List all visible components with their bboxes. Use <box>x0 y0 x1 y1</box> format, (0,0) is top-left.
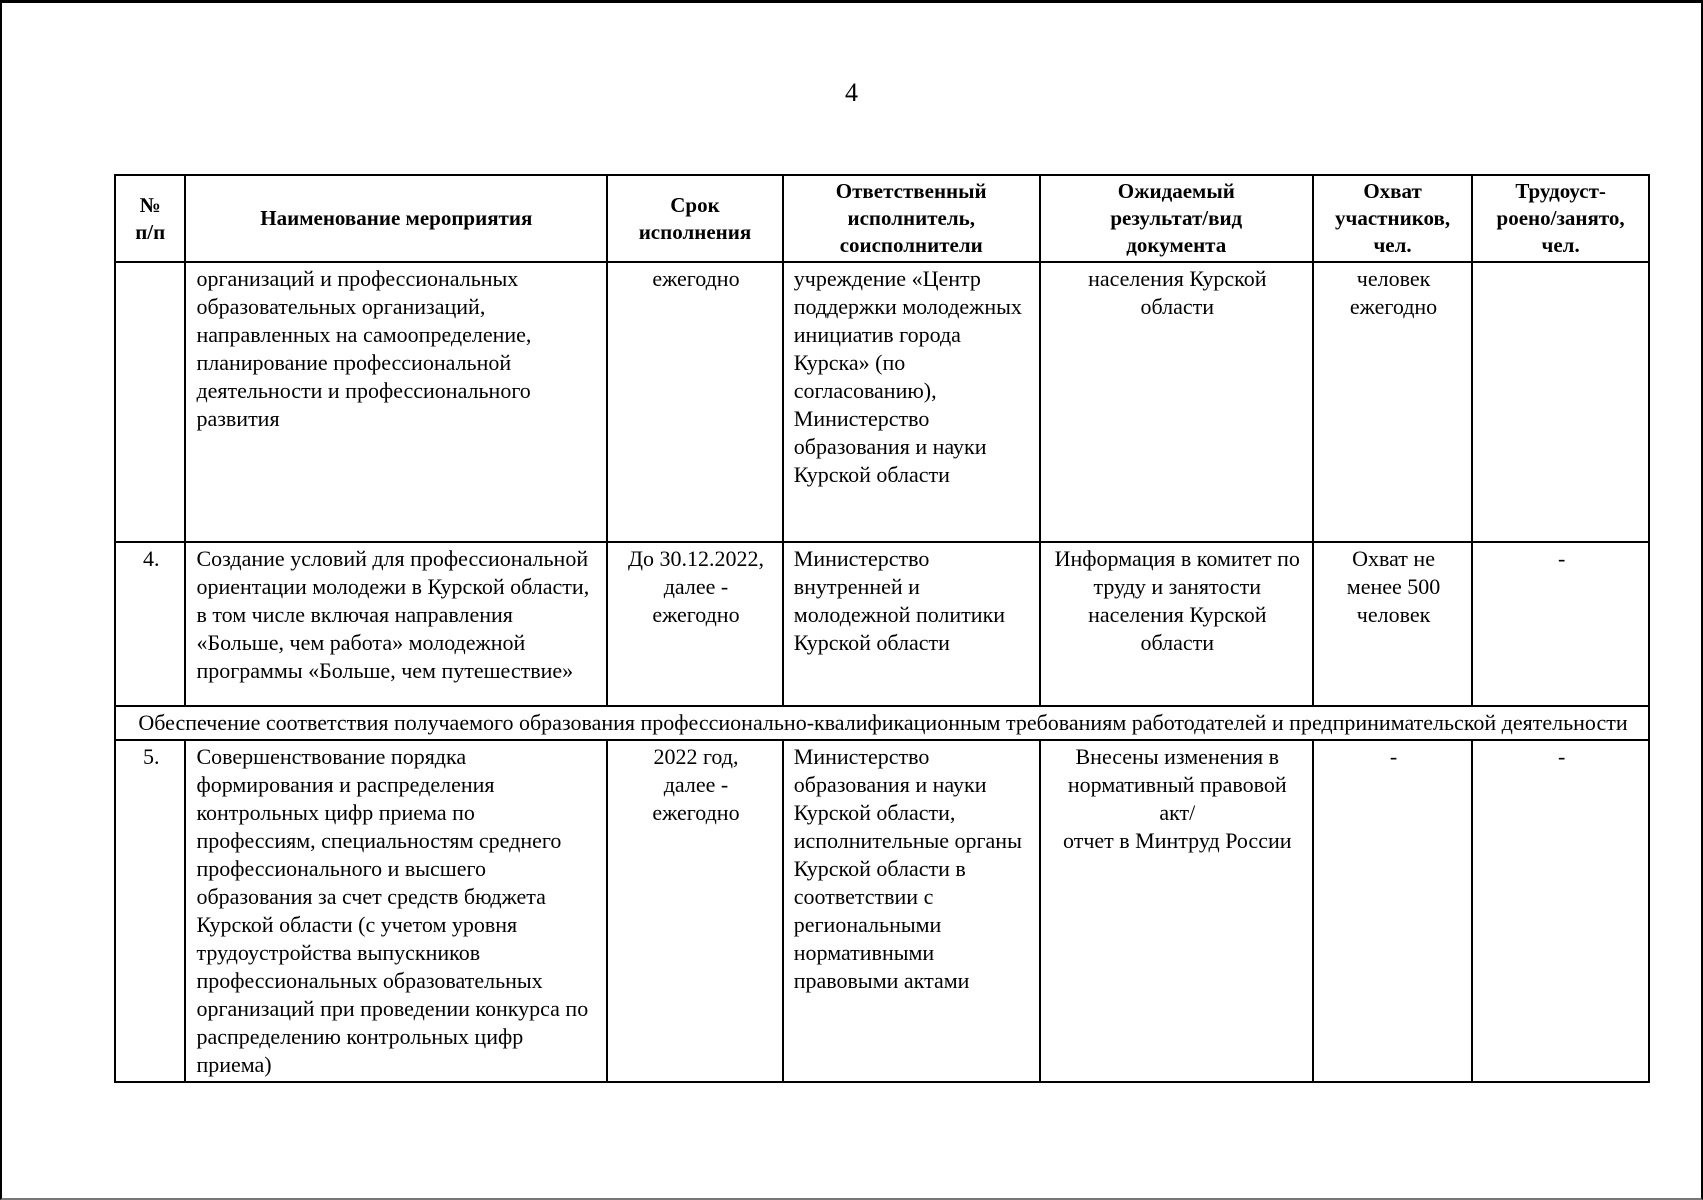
row-employed: - <box>1472 740 1649 1082</box>
header-number: № п/п <box>115 175 185 262</box>
header-coverage: Охват участников, чел. <box>1313 175 1472 262</box>
table-row <box>115 542 1649 706</box>
row-activity-name: организаций и профессиональных образовательных организаций, направленных на самоопределение, планирование профессиональной деятельности и профессионального развития <box>185 262 607 542</box>
row-responsible: Министерство внутренней и молодежной политики Курской области <box>783 542 1040 706</box>
header-responsible: Ответственный исполнитель, соисполнители <box>783 175 1040 262</box>
row-coverage: Охват не менее 500 человек <box>1313 542 1472 706</box>
row-employed: - <box>1472 542 1649 706</box>
row-expected-result: населения Курской области <box>1040 262 1313 542</box>
row-deadline: До 30.12.2022, далее - ежегодно <box>607 542 783 706</box>
section-heading-row <box>115 706 1649 740</box>
row-activity-name: Создание условий для профессиональной ориентации молодежи в Курской области, в том числе включая направления «Больше, чем работа» молодежной программы «Больше, чем путешествие» <box>185 542 607 706</box>
row-responsible: Министерство образования и науки Курской области, исполнительные органы Курской области в соответствии с региональными нормативными правовыми актами <box>783 740 1040 1082</box>
header-activity-name: Наименование мероприятия <box>185 175 607 262</box>
row-number: 5. <box>115 740 185 1082</box>
row-responsible: учреждение «Центр поддержки молодежных инициатив города Курска» (по согласованию), Министерство образования и науки Курской области <box>783 262 1040 542</box>
header-deadline: Срок исполнения <box>607 175 783 262</box>
row-coverage: человек ежегодно <box>1313 262 1472 542</box>
header-expected-result: Ожидаемый результат/вид документа <box>1040 175 1313 262</box>
row-number <box>115 262 185 542</box>
row-deadline: 2022 год, далее - ежегодно <box>607 740 783 1082</box>
page-number: 4 <box>845 78 858 107</box>
row-deadline: ежегодно <box>607 262 783 542</box>
table-header-row <box>115 175 1649 262</box>
row-expected-result: Информация в комитет по труду и занятости населения Курской области <box>1040 542 1313 706</box>
row-employed <box>1472 262 1649 542</box>
table-row <box>115 740 1649 1082</box>
row-expected-result: Внесены изменения в нормативный правовой акт/ отчет в Минтруд России <box>1040 740 1313 1082</box>
section-heading: Обеспечение соответствия получаемого образования профессионально-квалификационным требованиям работодателей и предпринимательской деятельности <box>115 706 1649 740</box>
action-plan-table <box>114 174 1650 1083</box>
row-coverage: - <box>1313 740 1472 1082</box>
header-employed: Трудоуст- роено/занято, чел. <box>1472 175 1649 262</box>
row-number: 4. <box>115 542 185 706</box>
table-row <box>115 262 1649 542</box>
row-activity-name: Совершенствование порядка формирования и распределения контрольных цифр приема по профессиям, специальностям среднего профессионального и высшего образования за счет средств бюджета Курской области (с учетом уровня трудоустройства выпускников профессиональных образовательных организаций при проведении конкурса по распределению контрольных цифр приема) <box>185 740 607 1082</box>
